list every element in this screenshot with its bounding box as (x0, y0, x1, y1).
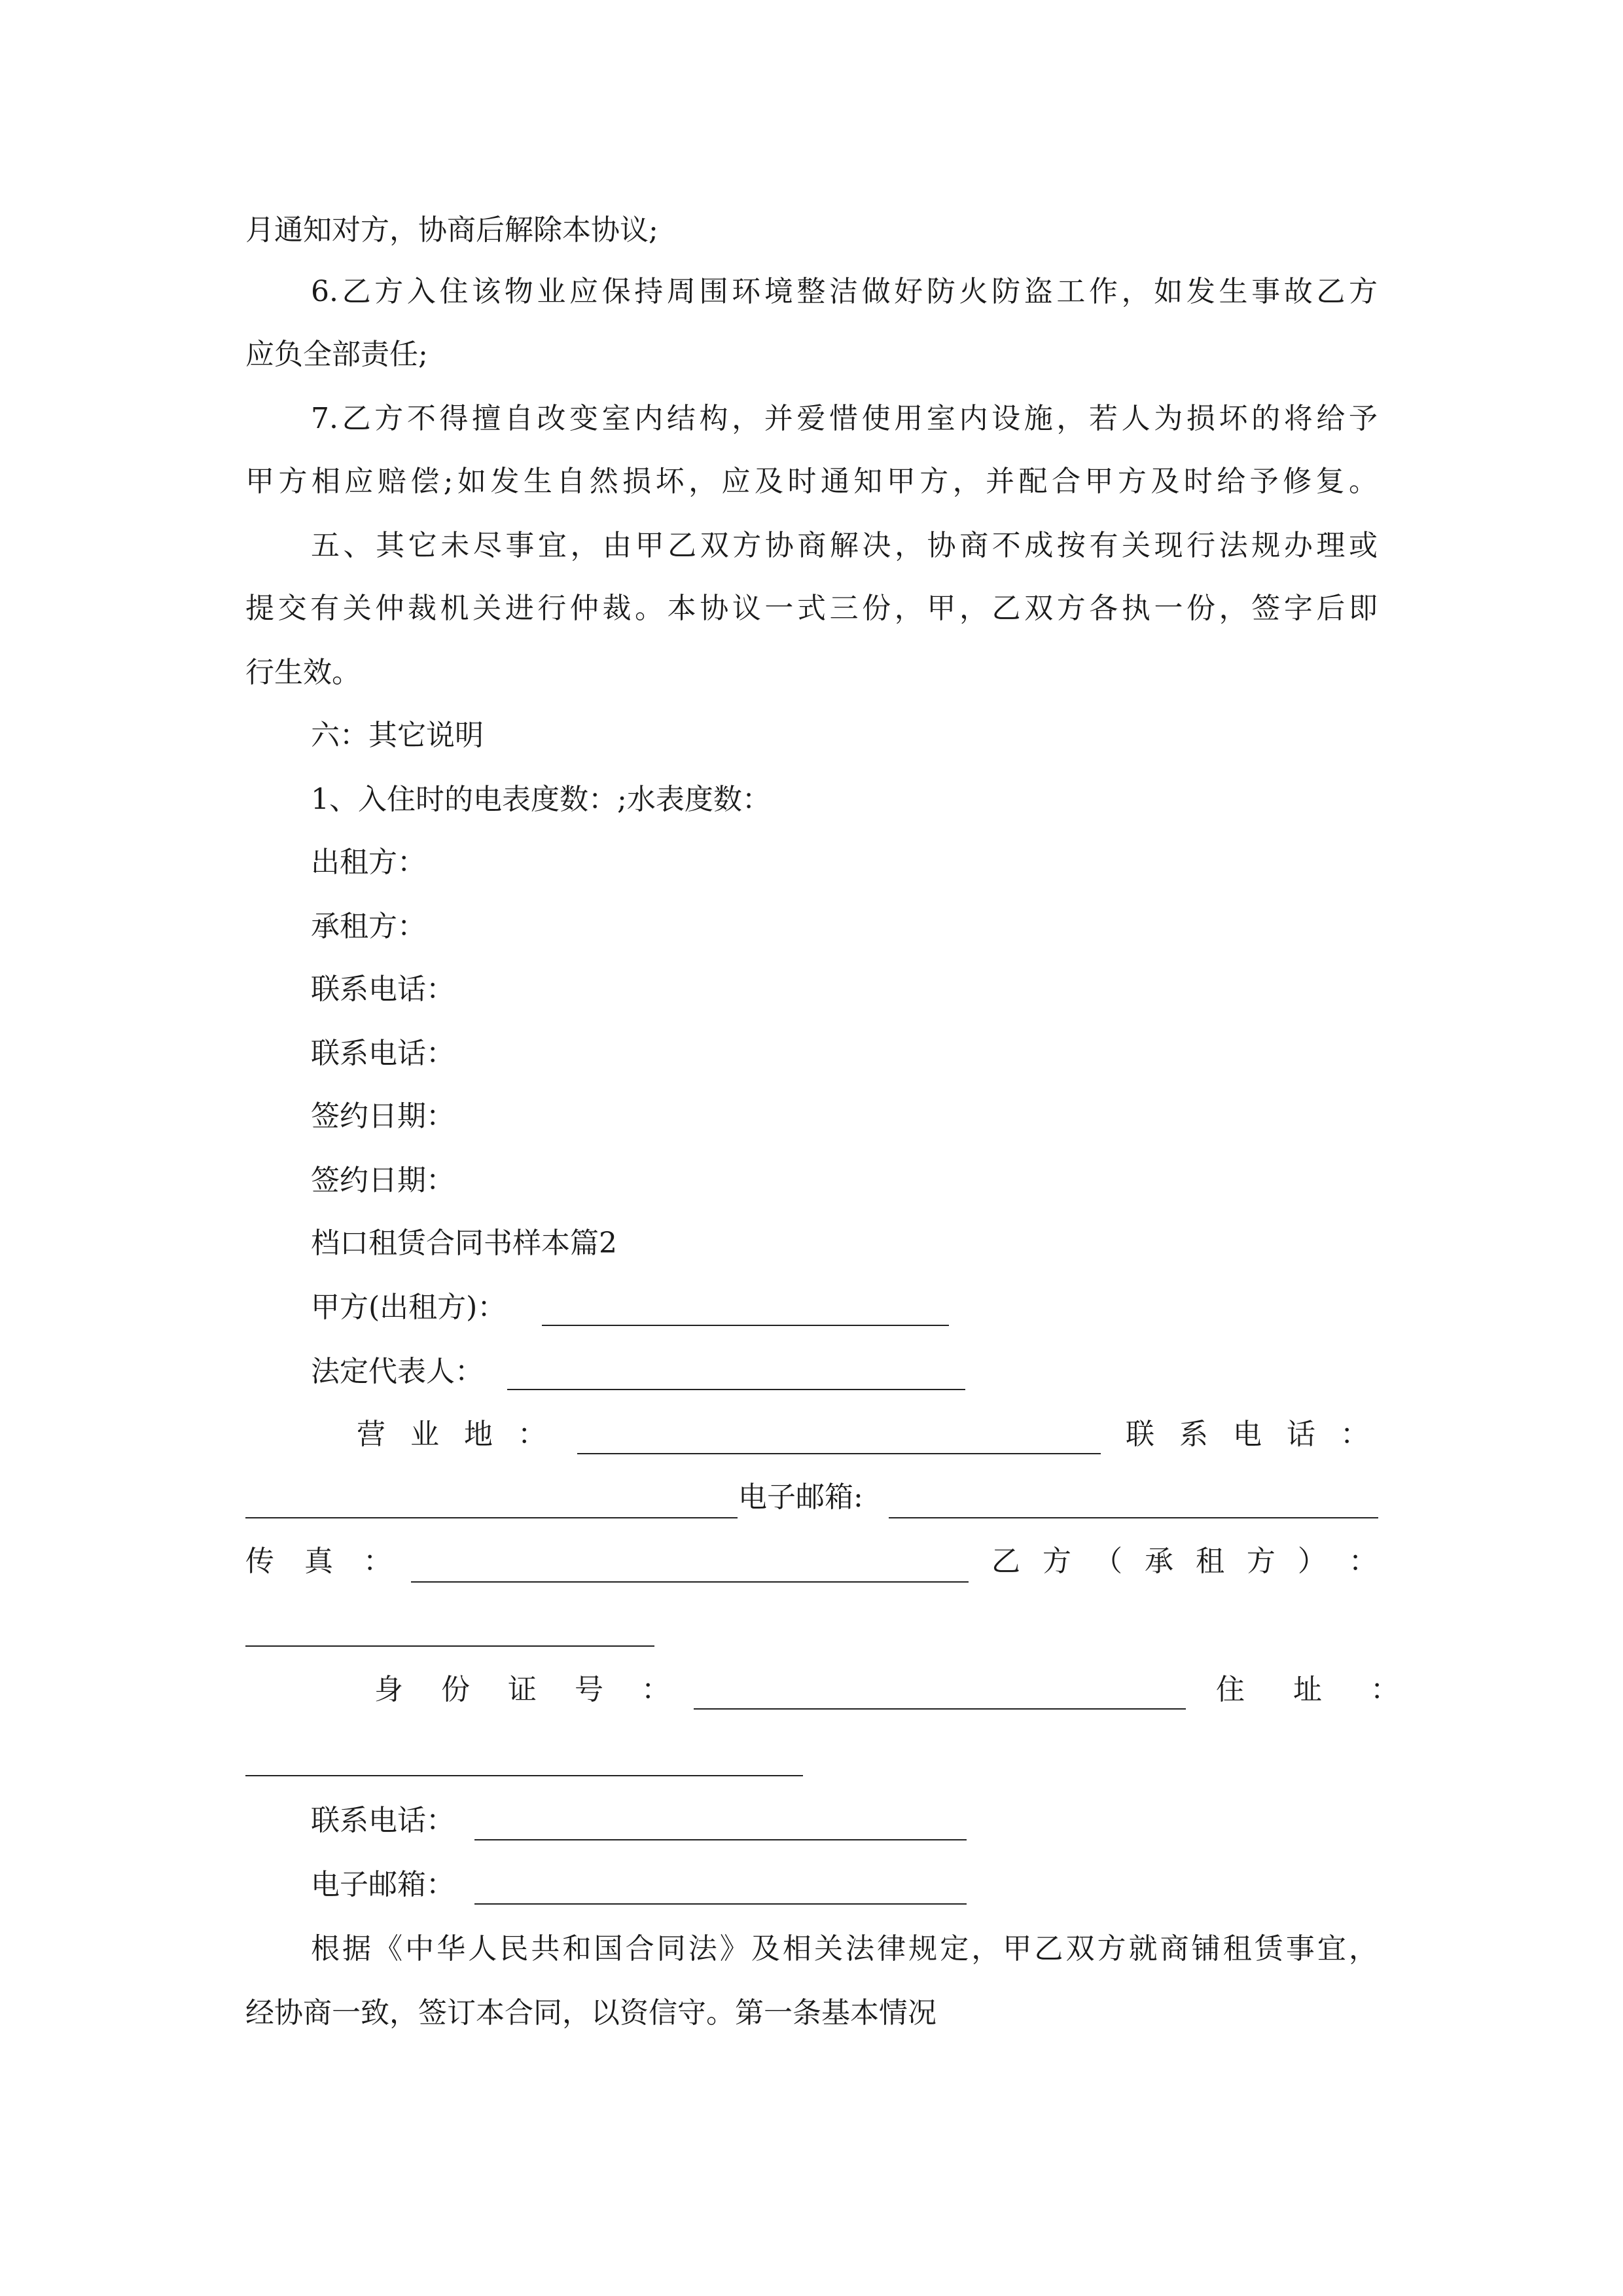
section-5-line-1: 五、其它未尽事宜，由甲乙双方协商解决，协商不成按有关现行法规办理或 (311, 529, 1378, 562)
lessee-label: 承租方： (311, 910, 426, 943)
address-label: 住 址 ： (1216, 1673, 1419, 1706)
meter-reading: 1、入住时的电表度数：;水表度数： (311, 783, 771, 816)
contact-phone-field[interactable] (245, 1517, 738, 1518)
business-addr-label: 营 业 地 ： (357, 1418, 554, 1451)
id-number-field[interactable] (694, 1708, 1186, 1710)
section-5-line-2: 提交有关仲裁机关进行仲裁。本协议一式三份，甲，乙双方各执一份，签字后即 (245, 592, 1378, 625)
address-field[interactable] (245, 1775, 803, 1776)
legal-rep-field[interactable] (507, 1389, 965, 1390)
party-b-label: 乙 方 （ 承 租 方 ） ： (991, 1545, 1384, 1578)
contract-2-title: 档口租赁合同书样本篇2 (311, 1227, 617, 1260)
phone-label-b: 联系电话： (311, 1804, 455, 1837)
phone-label-1: 联系电话： (311, 973, 455, 1006)
fax-field[interactable] (411, 1581, 969, 1583)
email-field-a[interactable] (889, 1517, 1378, 1518)
phone-label-2: 联系电话： (311, 1037, 455, 1070)
item-6-line-2: 应负全部责任; (245, 338, 428, 371)
fax-label: 传 真 ： (245, 1545, 402, 1578)
email-label-a: 电子邮箱: (738, 1480, 863, 1514)
business-addr-field[interactable] (577, 1453, 1101, 1454)
sign-date-1: 签约日期： (311, 1100, 455, 1133)
item-7-line-2: 甲方相应赔偿;如发生自然损坏，应及时通知甲方，并配合甲方及时给予修复。 (245, 465, 1378, 498)
para-4-tail: 月通知对方，协商后解除本协议; (245, 213, 658, 247)
legal-rep-label: 法定代表人： (311, 1355, 484, 1388)
sign-date-2: 签约日期： (311, 1164, 455, 1197)
id-number-label: 身 份 证 号 ： (374, 1673, 685, 1706)
email-label-b: 电子邮箱： (311, 1868, 455, 1901)
party-a-field[interactable] (542, 1325, 949, 1326)
item-7-line-1: 7.乙方不得擅自改变室内结构，并爱惜使用室内设施，若人为损坏的将给予 (311, 402, 1378, 435)
phone-field-b[interactable] (474, 1839, 967, 1840)
contact-phone-label: 联 系 电 话 ： (1126, 1418, 1377, 1451)
party-b-field[interactable] (245, 1645, 654, 1647)
basis-line-2: 经协商一致，签订本合同，以资信守。第一条基本情况 (245, 1996, 936, 2030)
lessor-label: 出租方： (311, 846, 426, 879)
item-6-line-1: 6.乙方入住该物业应保持周围环境整洁做好防火防盗工作，如发生事故乙方 (311, 275, 1378, 308)
section-6-title: 六：其它说明 (311, 719, 484, 752)
section-5-line-3: 行生效。 (245, 656, 361, 689)
party-a-label: 甲方(出租方)： (311, 1291, 507, 1324)
basis-line-1: 根据《中华人民共和国合同法》及相关法律规定，甲乙双方就商铺租赁事宜， (311, 1932, 1378, 1965)
email-field-b[interactable] (474, 1903, 967, 1905)
